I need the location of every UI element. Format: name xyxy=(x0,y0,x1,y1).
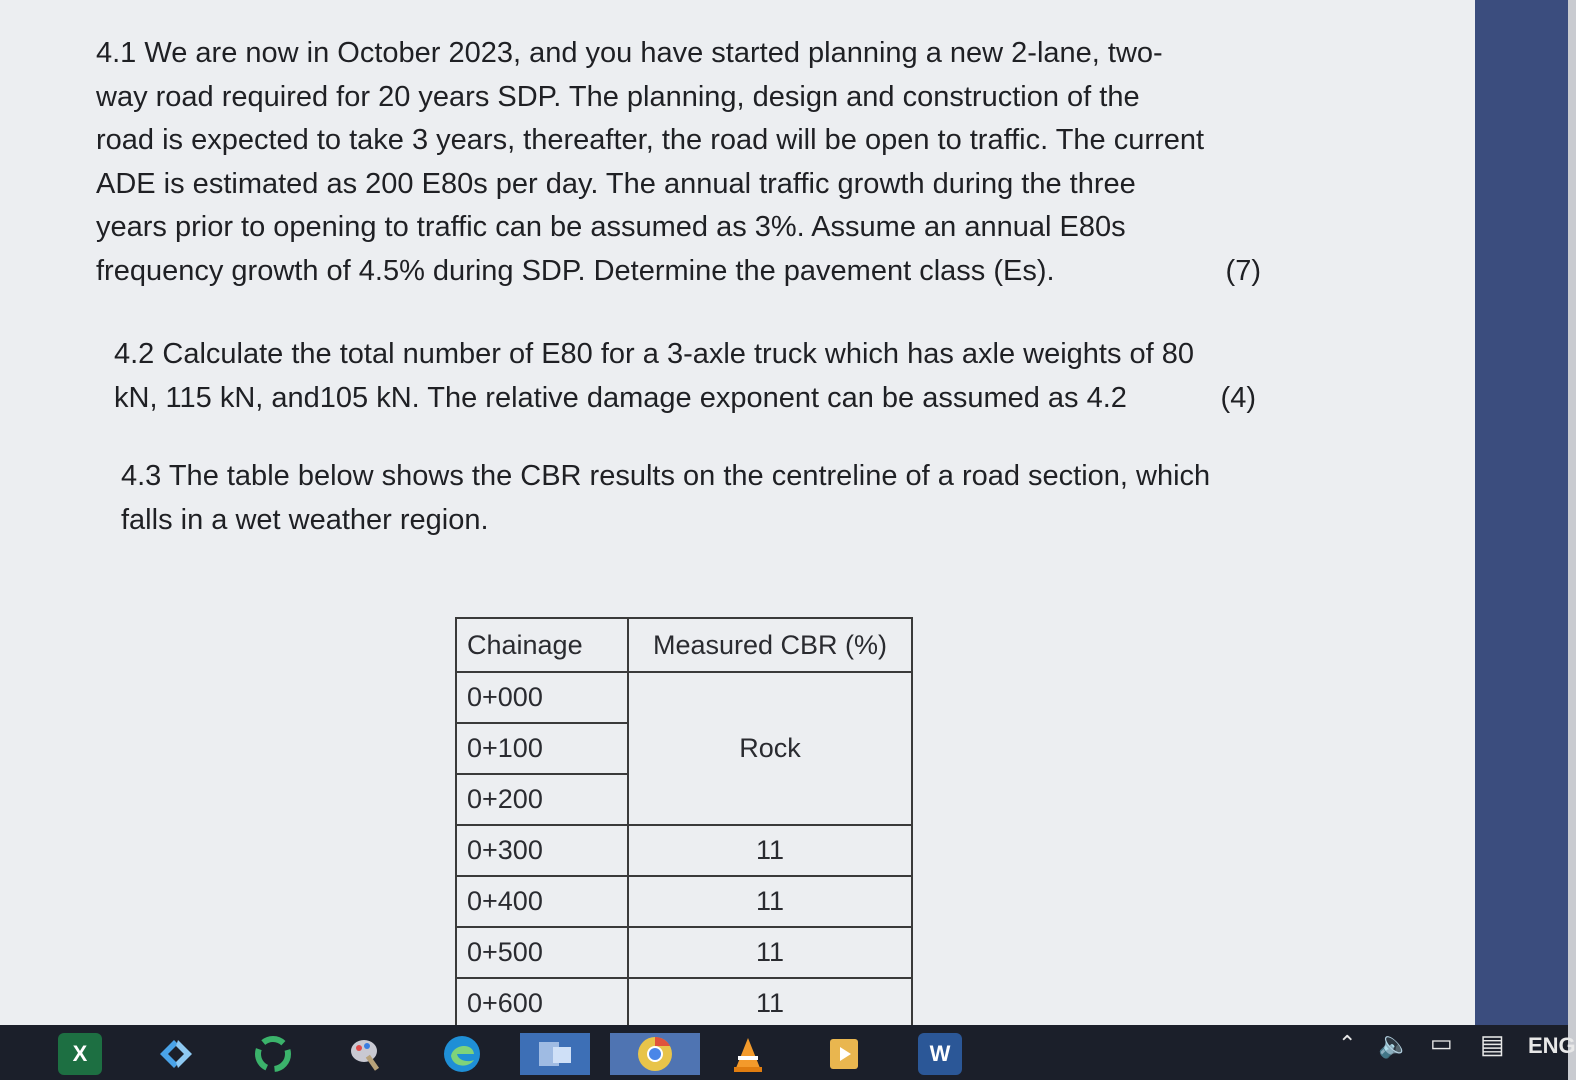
chainage-cell: 0+000 xyxy=(456,672,628,723)
chainage-cell: 0+600 xyxy=(456,978,628,1029)
cbr-cell: 11 xyxy=(628,876,912,927)
cbr-table xyxy=(455,617,913,1030)
volume-muted-icon[interactable]: 🔈 xyxy=(1378,1029,1411,1059)
recycle-icon[interactable] xyxy=(251,1033,295,1075)
chevron-up-icon[interactable]: ⌃ xyxy=(1338,1031,1357,1056)
header-chainage: Chainage xyxy=(456,618,628,672)
question-4-1 xyxy=(96,32,1271,293)
q42-line-2: kN, 115 kN, and105 kN. The relative damage exponent can be assumed as 4.2 xyxy=(114,381,1127,414)
notes-icon[interactable]: ▤ xyxy=(1480,1029,1505,1059)
q41-line-6: frequency growth of 4.5% during SDP. Determine the pavement class (Es). xyxy=(96,254,1055,287)
q41-line-2: way road required for 20 years SDP. The planning, design and construction of the xyxy=(96,80,1140,113)
chrome-icon[interactable] xyxy=(610,1033,700,1075)
cbr-cell: 11 xyxy=(628,927,912,978)
excel-icon[interactable]: X xyxy=(58,1033,102,1075)
chainage-cell: 0+500 xyxy=(456,927,628,978)
q43-line-2: falls in a wet weather region. xyxy=(121,503,489,536)
chainage-cell: 0+200 xyxy=(456,774,628,825)
chainage-cell: 0+300 xyxy=(456,825,628,876)
window-background xyxy=(1475,0,1568,1025)
cbr-cell: 11 xyxy=(628,825,912,876)
table-header-row xyxy=(456,618,912,672)
q41-line-4: ADE is estimated as 200 E80s per day. The annual traffic growth during the three xyxy=(96,167,1136,200)
q41-marks: (7) xyxy=(1225,254,1261,287)
app-icon[interactable] xyxy=(154,1033,198,1075)
outlook-icon[interactable] xyxy=(520,1033,590,1075)
cbr-cell: 11 xyxy=(628,978,912,1029)
table-row xyxy=(456,927,912,978)
taskbar xyxy=(0,1025,1576,1080)
q41-line-5: years prior to opening to traffic can be assumed as 3%. Assume an annual E80s xyxy=(96,211,1126,243)
q43-line-1: 4.3 The table below shows the CBR results on the centreline of a road section, which xyxy=(121,460,1211,492)
language-indicator[interactable]: ENG xyxy=(1528,1033,1576,1058)
paint-icon[interactable] xyxy=(346,1033,390,1075)
chainage-cell: 0+400 xyxy=(456,876,628,927)
word-icon[interactable]: W xyxy=(918,1033,962,1075)
question-4-2 xyxy=(114,333,1256,420)
media-icon[interactable] xyxy=(822,1033,866,1075)
q42-marks: (4) xyxy=(1220,381,1256,414)
chainage-cell: 0+100 xyxy=(456,723,628,774)
table-row xyxy=(456,876,912,927)
table-row xyxy=(456,825,912,876)
edge-icon[interactable] xyxy=(440,1033,484,1075)
header-measured-cbr: Measured CBR (%) xyxy=(628,618,912,672)
cbr-cell-rock: Rock xyxy=(628,672,912,825)
vlc-icon[interactable] xyxy=(726,1033,770,1075)
table-row xyxy=(456,672,912,723)
q41-line-3: road is expected to take 3 years, thereafter, the road will be open to traffic. The current xyxy=(96,124,1205,156)
q42-line-1: 4.2 Calculate the total number of E80 for a 3-axle truck which has axle weights of 80 xyxy=(114,338,1195,370)
q41-line-1: 4.1 We are now in October 2023, and you have started planning a new 2-lane, two- xyxy=(96,37,1163,69)
question-4-3 xyxy=(121,455,1253,542)
network-icon[interactable]: ▭ xyxy=(1430,1030,1453,1057)
table-row xyxy=(456,978,912,1029)
